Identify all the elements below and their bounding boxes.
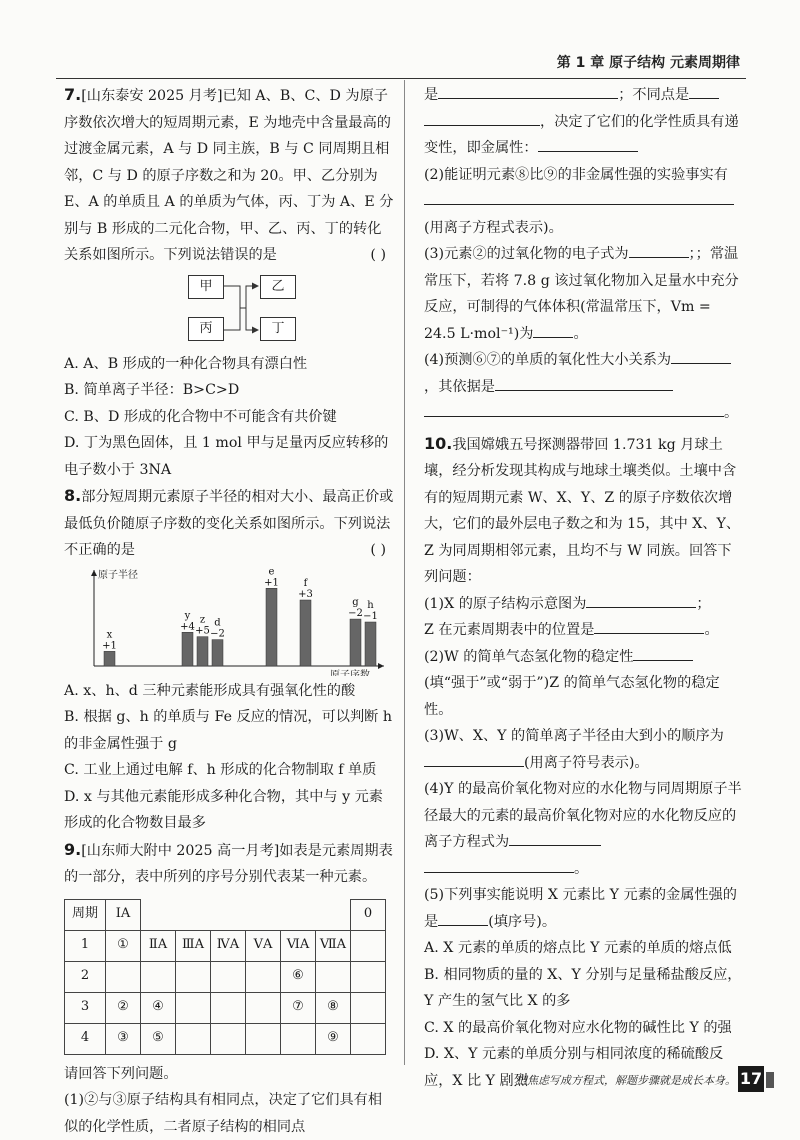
pt-cell: ⑨ xyxy=(316,1023,351,1054)
q7-number: 7. xyxy=(64,85,82,104)
header-rule xyxy=(56,78,746,79)
pt-header-cell: 0 xyxy=(351,899,386,930)
answer-blank[interactable] xyxy=(424,856,574,873)
bar-y xyxy=(182,632,193,666)
q8-option-c: C. 工业上通过电解 f、h 形成的化合物制取 f 单质 xyxy=(64,762,377,778)
element-label-x: x xyxy=(106,628,113,640)
q10-sub3-text: (3)W、X、Y 的简单离子半径由大到小的顺序为 xyxy=(424,728,724,744)
pt-cell: ③ xyxy=(106,1023,141,1054)
valence-label-d: −2 xyxy=(210,628,225,640)
q8-option-b: B. 根据 g、h 的单质与 Fe 反应的情况，可以判断 h 的非金属性强于 g xyxy=(64,709,393,752)
q9-sub2-blank-line xyxy=(424,188,744,215)
q10-option-a: A. X 元素的单质的熔点比 Y 元素的单质的熔点低 xyxy=(424,940,732,956)
q9-sub4: (4)预测⑥⑦的单质的氧化性大小关系为，其依据是。 xyxy=(424,347,744,427)
pt-cell xyxy=(211,992,246,1023)
bar-x xyxy=(104,651,115,666)
element-label-y: y xyxy=(184,609,191,621)
q10-sub3b-text: (用离子符号表示)。 xyxy=(524,754,649,771)
pt-cell xyxy=(281,1023,316,1054)
pt-cell: ⅡA xyxy=(141,930,176,961)
answer-blank[interactable] xyxy=(533,321,573,338)
pt-cell: ⅦA xyxy=(316,930,351,961)
q9-sub4-text: (4)预测⑥⑦的单质的氧化性大小关系为 xyxy=(424,352,672,368)
valence-label-x: +1 xyxy=(102,639,117,651)
bar-h xyxy=(365,622,376,666)
y-axis-arrow xyxy=(91,570,97,576)
page-number-decoration xyxy=(766,1072,774,1088)
answer-blank[interactable] xyxy=(424,109,540,126)
bar-g xyxy=(350,619,361,666)
answer-blank[interactable] xyxy=(424,400,724,417)
q10-sub5b-text: (填序号)。 xyxy=(488,913,557,930)
pt-cell xyxy=(351,961,386,992)
q7-option-c: C. B、D 形成的化合物中不可能含有共价键 xyxy=(64,408,337,425)
pt-header-cell: ⅠA xyxy=(106,899,141,930)
q10-sub4 xyxy=(424,776,744,856)
pt-cell: 3 xyxy=(65,992,106,1023)
q10-sub1: (1)X 的原子结构示意图为 ； xyxy=(424,591,744,618)
pt-cell xyxy=(211,961,246,992)
q9-sub4-cont: ，其依据是 xyxy=(424,378,495,395)
pt-cell xyxy=(141,961,176,992)
box-yi: 乙 xyxy=(260,275,296,299)
box-jia: 甲 xyxy=(188,275,224,299)
pt-cell xyxy=(176,1023,211,1054)
element-label-g: g xyxy=(352,596,359,608)
q9-stem xyxy=(64,837,394,891)
pt-cell: ④ xyxy=(141,992,176,1023)
pt-cell xyxy=(316,961,351,992)
q9-sub3-text: (3)元素②的过氧化物的电子式为 xyxy=(424,246,629,262)
radius-chart-svg xyxy=(64,566,394,676)
valence-label-z: +5 xyxy=(195,625,210,637)
q9-prompt: 请回答下列问题。 xyxy=(64,1065,178,1082)
pt-cell xyxy=(246,1023,281,1054)
q10-text: 我国嫦娥五号探测器带回 1.731 kg 月球土壤，经分析发现其构成与地球土壤类似。土壤中含有的短周期元素 W、X、Y、Z 的原子序数依次增大，它们的最外层电子数之和为 15，其中 X、Y、Z 为同周期相邻元素，且均不与 W 同族。回答下列问题： xyxy=(424,436,741,585)
q9-number: 9. xyxy=(64,839,82,859)
q10-sub1-text: (1)X 的原子结构示意图为 xyxy=(424,595,587,612)
answer-blank[interactable] xyxy=(438,909,488,926)
x-axis-label: 原子序数 xyxy=(330,669,370,676)
q8-number: 8. xyxy=(64,486,82,505)
q9-sub3: (3)元素②的过氧化物的电子式为 ；；常温常压下，若将 7.8 g 该过氧化物加入足量水中充分反应，可制得的气体体积(常温常压下，Vm = 24.5 L·mol⁻¹)为 。 xyxy=(424,241,744,347)
pt-cell xyxy=(176,992,211,1023)
q10-sub2b: (填“强于”或“弱于”)Z 的简单气态氢化物的稳定性。 xyxy=(424,675,720,718)
pt-cell: ⅣA xyxy=(211,930,246,961)
element-label-z: z xyxy=(199,614,206,626)
pt-cell: ⅥA xyxy=(281,930,316,961)
valence-label-y: +4 xyxy=(180,620,195,632)
q8-stem xyxy=(64,483,394,564)
pt-cell: 1 xyxy=(65,930,106,961)
q10-option-c: C. X 的最高价氧化物对应水化物的碱性比 Y 的强 xyxy=(424,1019,732,1036)
answer-blank[interactable] xyxy=(424,750,524,767)
valence-label-e: +1 xyxy=(264,576,279,588)
q7-answer-paren: ( ) xyxy=(370,247,386,263)
q7-stem xyxy=(64,82,394,269)
pt-cell: ⑥ xyxy=(281,961,316,992)
element-label-f: f xyxy=(303,577,308,589)
pt-cell: 2 xyxy=(65,961,106,992)
q9-sub1-cont xyxy=(424,82,744,109)
valence-label-h: −1 xyxy=(363,610,378,622)
pt-cell xyxy=(351,1023,386,1054)
q10-number: 10. xyxy=(424,433,453,453)
q9-sub1-cont-b: ；不同点是 xyxy=(618,87,690,103)
answer-blank[interactable] xyxy=(689,82,719,99)
box-ding: 丁 xyxy=(260,317,296,341)
box-bing: 丙 xyxy=(188,317,224,341)
bar-d xyxy=(212,639,223,665)
element-label-h: h xyxy=(367,599,374,611)
pt-cell: ⑤ xyxy=(141,1023,176,1054)
q10-option-d: D. X、Y 元素的单质分别与相同浓度的稀硫酸反应，X 比 Y 剧烈 xyxy=(424,1046,724,1089)
valence-label-g: −2 xyxy=(348,607,363,619)
y-axis-label: 原子半径 xyxy=(98,569,138,581)
footer-slogan: 把焦虑写成方程式，解题步骤就是成长本身。 xyxy=(516,1074,736,1087)
q9-sub1: (1)②与③原子结构具有相同点，决定了它们具有相似的化学性质，二者原子结构的相同点 xyxy=(64,1092,383,1135)
pt-header-cell: 周期 xyxy=(65,899,106,930)
answer-blank[interactable] xyxy=(424,188,734,205)
right-column xyxy=(424,82,744,1094)
periodic-table xyxy=(64,899,386,1055)
q10-sub5 xyxy=(424,882,744,935)
pt-cell: ⅤA xyxy=(246,930,281,961)
q10-sub2-text: (2)W 的简单气态氢化物的稳定性 xyxy=(424,648,634,665)
answer-blank[interactable] xyxy=(594,617,704,634)
q9-sub2-tail: (用离子方程式表示)。 xyxy=(424,219,563,236)
pt-cell xyxy=(351,930,386,961)
q9-sub1-cont-c: ，决定了它们的化学性质具有递变性，即金属性： xyxy=(424,113,739,156)
answer-blank[interactable] xyxy=(629,241,689,258)
q7-option-b: B. 简单离子半径：B>C>D xyxy=(64,382,240,398)
pt-cell: 4 xyxy=(65,1023,106,1054)
bar-e xyxy=(266,588,277,666)
valence-label-f: +3 xyxy=(298,588,313,600)
pt-cell xyxy=(351,992,386,1023)
pt-cell: ⑦ xyxy=(281,992,316,1023)
pt-cell: ① xyxy=(106,930,141,961)
pt-cell xyxy=(176,961,211,992)
pt-header-gap xyxy=(141,899,351,930)
x-axis-arrow xyxy=(378,663,384,669)
answer-blank[interactable] xyxy=(495,374,673,391)
q9-sub3-cont: ；常温常压下，若将 7.8 g 该过氧化物加入足量水中充分反应，可制得的气体体积(常温常压下，Vm = 24.5 L·mol⁻¹)为 xyxy=(424,246,739,342)
answer-blank[interactable] xyxy=(509,829,601,846)
element-label-e: e xyxy=(268,565,275,577)
q10-option-b: B. 相同物质的量的 X、Y 分别与足量稀盐酸反应，Y 产生的氢气比 X 的多 xyxy=(424,966,742,1009)
q8-answer-paren: ( ) xyxy=(370,542,386,558)
q9-sub2: (2)能证明元素⑧比⑨的非金属性强的实验事实有 xyxy=(424,166,728,183)
element-label-d: d xyxy=(214,617,221,629)
q8-text: 部分短周期元素原子半径的相对大小、最高正价或最低负价随原子序数的变化关系如图所示。下列说法不正确的是 xyxy=(64,489,394,558)
diagram-arrows xyxy=(64,273,394,345)
q10-stem xyxy=(424,431,744,591)
column-divider xyxy=(404,80,405,1065)
left-column xyxy=(64,82,394,1140)
answer-blank[interactable] xyxy=(438,82,618,99)
q10-sub2 xyxy=(424,644,744,671)
pt-cell xyxy=(246,992,281,1023)
q7-option-a: A. A、B 形成的一种化合物具有漂白性 xyxy=(64,355,308,372)
q7-transformation-diagram xyxy=(64,273,394,345)
pt-cell xyxy=(211,1023,246,1054)
q10-sub4-text: (4)Y 的最高价氧化物对应的水化物与同周期原子半径最大的元素的最高价氧化物对应的水化物反应的离子方程式为 xyxy=(424,781,742,850)
chapter-header: 第 1 章 原子结构 元素周期律 xyxy=(556,55,740,71)
pt-cell: ② xyxy=(106,992,141,1023)
q9-sub1-cont2 xyxy=(424,109,744,162)
q10-sub1b: Z 在元素周期表中的位置是 。 xyxy=(424,617,744,644)
pt-cell xyxy=(246,961,281,992)
q7-option-d: D. 丁为黑色固体，且 1 mol 甲与足量丙反应转移的电子数小于 3NA xyxy=(64,435,389,478)
answer-blank[interactable] xyxy=(671,347,731,364)
answer-blank[interactable] xyxy=(633,644,693,661)
q10-sub4-blank-line: 。 xyxy=(424,856,744,883)
q10-sub5-text: (5)下列事实能说明 X 元素比 Y 元素的金属性强的是 xyxy=(424,887,737,930)
answer-blank[interactable] xyxy=(586,591,696,608)
q10-sub1b-text: Z 在元素周期表中的位置是 xyxy=(424,622,595,638)
q8-radius-chart xyxy=(64,566,394,676)
answer-blank[interactable] xyxy=(538,135,638,152)
pt-cell: ⑧ xyxy=(316,992,351,1023)
pt-cell xyxy=(106,961,141,992)
q8-option-d: D. x 与其他元素能形成多种化合物，其中与 y 元素形成的化合物数目最多 xyxy=(64,788,383,831)
q10-sub3 xyxy=(424,723,744,776)
bar-z xyxy=(197,636,208,665)
pt-cell: ⅢA xyxy=(176,930,211,961)
q7-text: [山东泰安 2025 月考]已知 A、B、C、D 为原子序数依次增大的短周期元素，E 为地壳中含量最高的过渡金属元素，A 与 D 同主族，B 与 C 同周期且相邻，C 与 D 的原子序数之和为 20。甲、乙分别为 E、A 的单质且 A 的单质为气体，丙、丁为 A、E 分别与 B 形成的二元化合物，甲、乙、丙、丁的转化关系如图所示。下列说法错误的是 xyxy=(64,88,394,263)
q9-text: [山东师大附中 2025 高一月考]如表是元素周期表的一部分，表中所列的序号分别代表某一种元素。 xyxy=(64,842,393,885)
q9-sub1-cont-a: 是 xyxy=(424,87,439,103)
q8-option-a: A. x、h、d 三种元素能形成具有强氧化性的酸 xyxy=(64,682,356,699)
bar-f xyxy=(300,600,311,666)
page-number: 17 xyxy=(738,1066,764,1092)
